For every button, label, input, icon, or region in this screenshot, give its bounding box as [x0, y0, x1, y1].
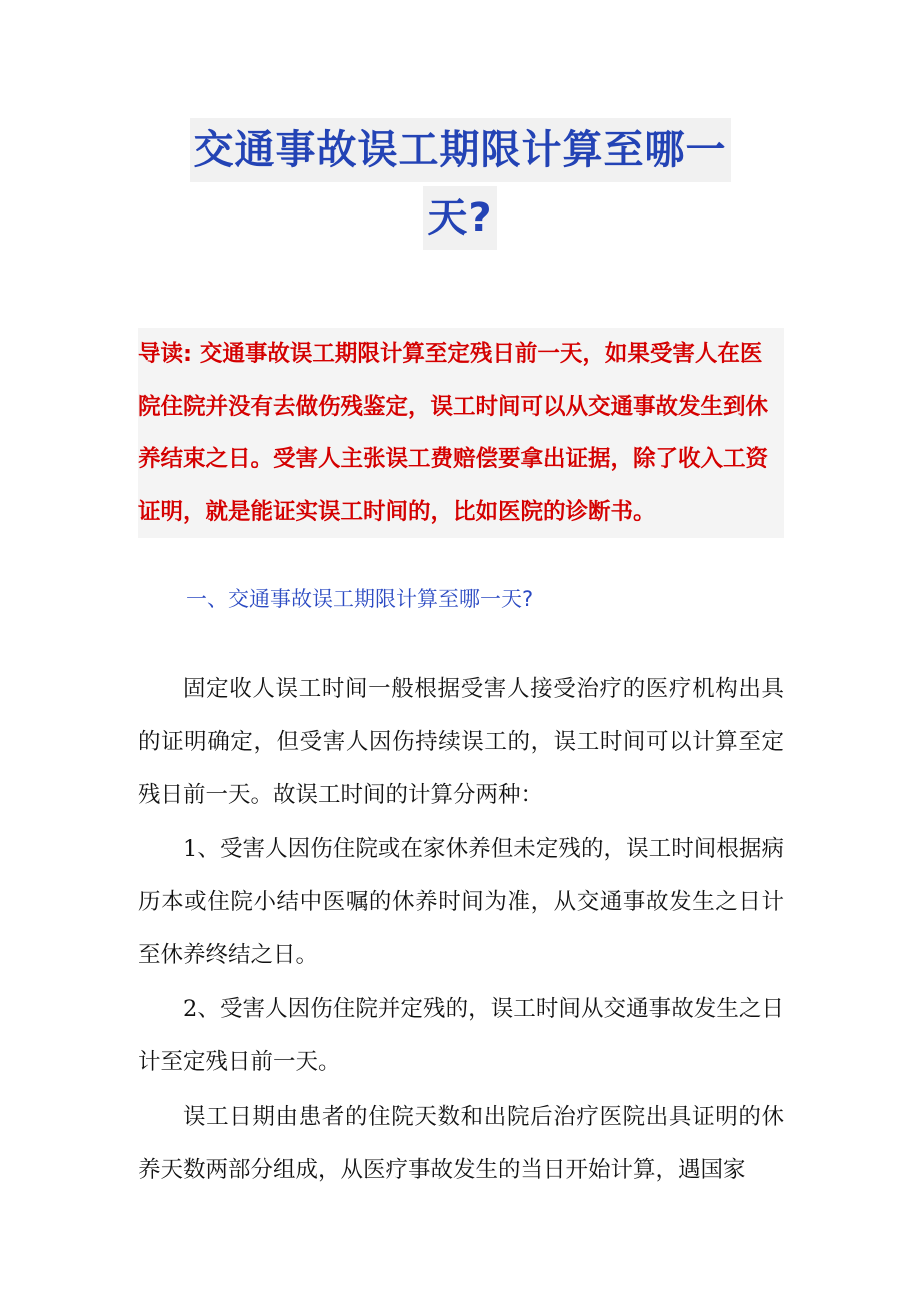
body-paragraph: 1、受害人因伤住院或在家休养但未定残的，误工时间根据病历本或住院小结中医嘱的休养时间为准，从交通事故发生之日计至休养终结之日。	[138, 835, 784, 968]
document-title	[0, 118, 920, 250]
body-paragraph: 2、受害人因伤住院并定残的，误工时间从交通事故发生之日计至定残日前一天。	[138, 995, 784, 1075]
body-paragraph: 误工日期由患者的住院天数和出院后治疗医院出具证明的休养天数两部分组成，从医疗事故发生的当日开始计算，遇国家	[138, 1103, 784, 1183]
body-paragraph: 固定收人误工时间一般根据受害人接受治疗的医疗机构出具的证明确定，但受害人因伤持续误工的，误工时间可以计算至定残日前一天。故误工时间的计算分两种：	[138, 675, 784, 808]
intro-summary: 导读: 交通事故误工期限计算至定残日前一天，如果受害人在医院住院并没有去做伤残鉴定，误工时间可以从交通事故发生到休养结束之日。受害人主张误工费赔偿要拿出证据，除了收入工资证明，就是能证实误工时间的，比如医院的诊断书。	[138, 328, 784, 538]
section-heading-1: 一、交通事故误工期限计算至哪一天?	[186, 587, 534, 611]
title-line-1: 交通事故误工期限计算至哪一	[190, 118, 731, 182]
title-line-2: 天?	[423, 186, 496, 250]
